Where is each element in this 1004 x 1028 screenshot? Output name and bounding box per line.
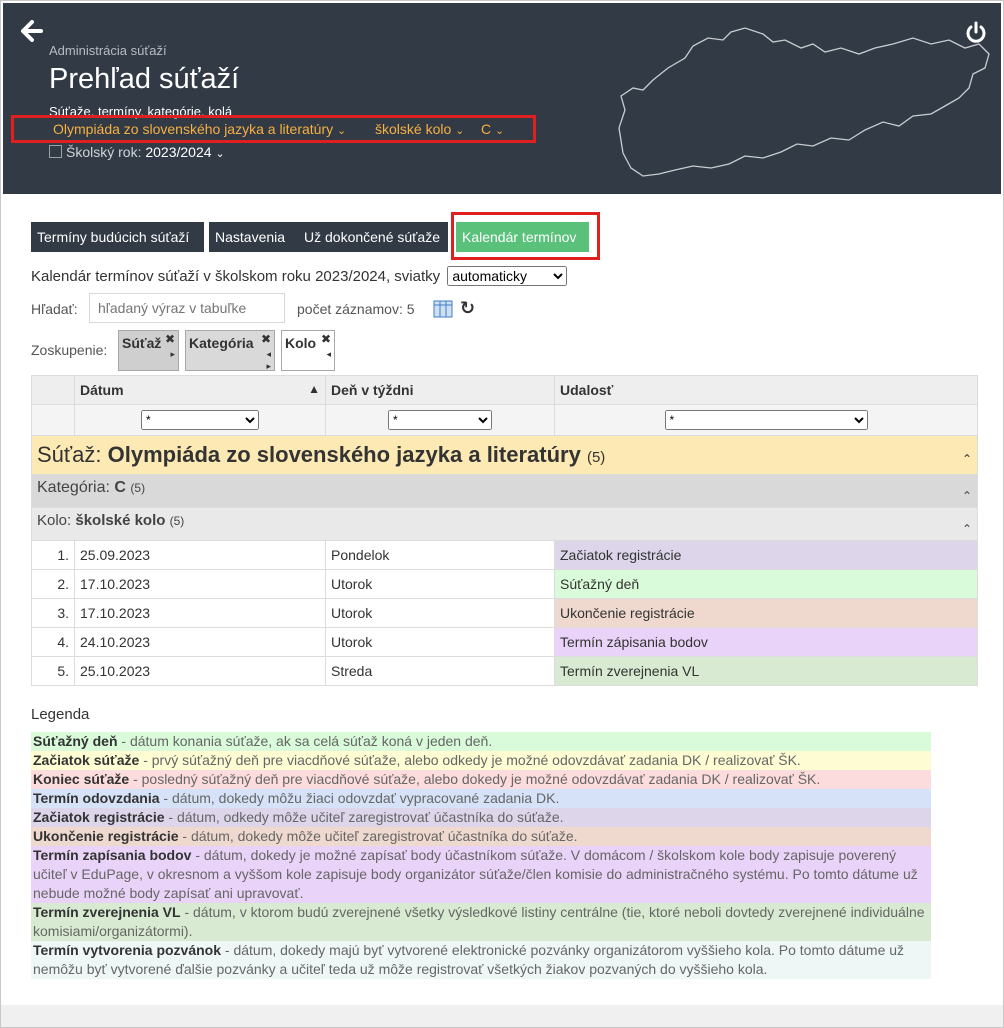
close-icon[interactable]: ✖ xyxy=(320,332,331,346)
legend-item xyxy=(31,846,931,903)
table-row[interactable] xyxy=(32,541,978,570)
arrow-left-icon[interactable]: ◂ xyxy=(326,349,331,359)
arrow-right-icon[interactable]: ▸ xyxy=(266,361,271,371)
close-icon[interactable]: ✖ xyxy=(164,332,175,346)
filter-cell xyxy=(326,405,555,436)
date-filter-select[interactable] xyxy=(141,410,259,430)
table-row[interactable] xyxy=(32,628,978,657)
event-cell: Ukončenie registrácie xyxy=(555,599,978,628)
table-row[interactable] xyxy=(32,599,978,628)
chip-label: Súťaž xyxy=(122,335,162,351)
tab-settings[interactable]: Nastavenia xyxy=(209,222,298,252)
date-cell: 24.10.2023 xyxy=(75,628,326,657)
row-number: 5. xyxy=(32,657,75,686)
close-icon[interactable]: ✖ xyxy=(260,332,271,346)
legend-item xyxy=(31,751,931,770)
weekday-filter-select[interactable] xyxy=(388,410,492,430)
legend-term: Začiatok registrácie xyxy=(33,809,165,825)
group-chip-category[interactable] xyxy=(185,330,275,371)
filter-cell xyxy=(75,405,326,436)
event-cell: Súťažný deň xyxy=(555,570,978,599)
table-header-row xyxy=(32,376,978,405)
weekday-cell: Utorok xyxy=(326,628,555,657)
breadcrumb: Administrácia súťaží xyxy=(49,43,167,58)
chip-label: Kategória xyxy=(189,335,254,351)
table-row[interactable] xyxy=(32,657,978,686)
legend-term: Koniec súťaže xyxy=(33,771,130,787)
group-row-category[interactable] xyxy=(32,475,978,508)
table-row[interactable] xyxy=(32,570,978,599)
date-cell: 25.09.2023 xyxy=(75,541,326,570)
legend-description: - dátum konania súťaže, ak sa celá súťaž koná v jeden deň. xyxy=(117,733,493,749)
legend-item xyxy=(31,827,931,846)
calendar-intro-text: Kalendár termínov súťaží v školskom roku 2023/2024, sviatky xyxy=(31,268,441,285)
filter-cell xyxy=(32,405,75,436)
group-chip-competition[interactable] xyxy=(118,330,179,371)
group-count: (5) xyxy=(586,449,606,466)
legend-description: - dátum, dokedy je možné zapísať body účastníkom súťaže. V domácom / školskom kole body zapisuje poverený učiteľ v EduPage, v okresnom a vyššom kole zapisuje body organizátor súťaže/člen komisie do administračného systému. Po tomto dátume už nebude možné body zapísať ani upravovať. xyxy=(33,847,918,901)
row-number: 4. xyxy=(32,628,75,657)
group-count: (5) xyxy=(169,514,185,528)
collapse-icon[interactable]: ⌃ xyxy=(961,452,972,466)
legend-term: Termín vytvorenia pozvánok xyxy=(33,942,222,958)
arrow-left-icon[interactable]: ◂ xyxy=(266,349,271,359)
group-value: C xyxy=(114,479,126,496)
round-selector[interactable]: školské kolo ⌄ xyxy=(375,121,465,137)
legend-description: - dátum, v ktorom budú zverejnené všetky výsledkové listiny centrálne (tie, ktoré neboli dovtedy zverejnené individuálne komisiami/organizátormi). xyxy=(33,904,925,939)
row-number: 2. xyxy=(32,570,75,599)
group-value: Olympiáda zo slovenského jazyka a literatúry xyxy=(107,442,581,467)
competition-selector[interactable]: Olympiáda zo slovenského jazyka a literatúry ⌄ xyxy=(53,121,347,137)
legend-description: - dátum, odkedy môže učiteľ zaregistrovať účastníka do súťaže. xyxy=(164,809,564,825)
holidays-select[interactable] xyxy=(447,266,567,286)
row-number: 3. xyxy=(32,599,75,628)
footer-strip xyxy=(1,1005,1003,1027)
legend-item xyxy=(31,789,931,808)
group-label: Kategória: xyxy=(37,479,110,496)
page-subtitle: Súťaže, termíny, kategórie, kolá xyxy=(49,104,233,119)
events-table xyxy=(31,375,978,686)
grouping-label: Zoskupenie: xyxy=(31,342,108,358)
tab-finished[interactable]: Už dokončené súťaže xyxy=(298,222,448,252)
legend-term: Termín odovzdania xyxy=(33,790,160,806)
legend-description: - prvý súťažný deň pre viacdňové súťaže, alebo odkedy je možné odovzdávať zadania DK / realizovať ŠK. xyxy=(139,752,801,768)
calendar-intro xyxy=(31,266,567,286)
chevron-down-icon: ⌄ xyxy=(337,125,347,137)
sort-up-icon: ▲ xyxy=(308,382,320,396)
chevron-down-icon: ⌄ xyxy=(215,148,225,160)
search-label: Hľadať: xyxy=(31,301,78,317)
legend-description: - dátum, dokedy môžu žiaci odovzdať vypracované zadania DK. xyxy=(159,790,560,806)
year-value: 2023/2024 xyxy=(145,144,212,160)
legend-term: Súťažný deň xyxy=(33,733,118,749)
collapse-icon[interactable]: ⌃ xyxy=(961,489,972,503)
legend-term: Ukončenie registrácie xyxy=(33,828,179,844)
search-input[interactable] xyxy=(89,293,285,323)
legend-item xyxy=(31,903,931,941)
weekday-cell: Utorok xyxy=(326,599,555,628)
tab-calendar[interactable]: Kalendár termínov xyxy=(456,222,589,252)
row-number: 1. xyxy=(32,541,75,570)
legend-description: - dátum, dokedy majú byť vytvorené elektronické pozvánky organizátorom vyššieho kola. Po tomto dátume už nemôžu byť vytvorené ďalšie pozvánky a učiteľ teda už môže registrovať všetkých žiakov pozvaných do vyššieho kola. xyxy=(33,942,905,977)
legend-description: - dátum, dokedy môže učiteľ zaregistrovať účastníka do súťaže. xyxy=(178,828,578,844)
refresh-icon[interactable]: ↻ xyxy=(460,298,476,318)
weekday-cell: Pondelok xyxy=(326,541,555,570)
year-label: Školský rok: xyxy=(66,144,142,160)
date-cell: 17.10.2023 xyxy=(75,570,326,599)
checkbox-icon xyxy=(49,145,62,158)
legend-description: - posledný súťažný deň pre viacdňové súťaže, alebo dokedy je možné odovzdávať zadania DK / realizovať ŠK. xyxy=(129,771,821,787)
category-selector[interactable]: C ⌄ xyxy=(481,121,505,137)
legend-term: Termín zapísania bodov xyxy=(33,847,192,863)
chevron-down-icon: ⌄ xyxy=(495,125,505,137)
header xyxy=(3,3,1001,194)
selector-highlight-box xyxy=(11,115,536,143)
legend-term: Začiatok súťaže xyxy=(33,752,140,768)
record-count: počet záznamov: 5 xyxy=(297,301,415,317)
row-number-header xyxy=(32,376,75,405)
date-cell: 17.10.2023 xyxy=(75,599,326,628)
arrow-right-icon[interactable]: ▸ xyxy=(170,349,175,359)
group-label: Kolo: xyxy=(37,512,72,529)
weekday-cell: Streda xyxy=(326,657,555,686)
column-header-date[interactable]: Dátum ▲ xyxy=(75,376,326,405)
group-label: Súťaž: xyxy=(37,442,102,467)
tab-upcoming[interactable]: Termíny budúcich súťaží xyxy=(31,222,204,252)
legend-term: Termín zverejnenia VL xyxy=(33,904,181,920)
weekday-cell: Utorok xyxy=(326,570,555,599)
event-cell: Termín zápisania bodov xyxy=(555,628,978,657)
event-cell: Termín zverejnenia VL xyxy=(555,657,978,686)
date-cell: 25.10.2023 xyxy=(75,657,326,686)
legend xyxy=(31,732,931,979)
group-chip-round[interactable] xyxy=(281,330,335,371)
back-arrow-icon[interactable] xyxy=(21,20,43,45)
chip-label: Kolo xyxy=(285,335,317,351)
legend-item xyxy=(31,770,931,789)
event-cell: Začiatok registrácie xyxy=(555,541,978,570)
legend-item xyxy=(31,941,931,979)
columns-icon[interactable] xyxy=(433,300,453,321)
event-filter-select[interactable] xyxy=(665,410,868,430)
chevron-down-icon: ⌄ xyxy=(455,125,465,137)
page-title: Prehľad súťaží xyxy=(49,63,240,95)
group-value: školské kolo xyxy=(75,512,166,529)
tab-highlight-box xyxy=(451,212,600,260)
group-row-round[interactable] xyxy=(32,508,978,541)
legend-item xyxy=(31,732,931,751)
filter-row xyxy=(32,405,978,436)
column-header-weekday[interactable]: Deň v týždni xyxy=(326,376,555,405)
slovakia-map-outline xyxy=(613,18,1003,196)
school-year-selector[interactable] xyxy=(49,144,225,160)
collapse-icon[interactable]: ⌃ xyxy=(961,522,972,536)
filter-cell xyxy=(555,405,978,436)
column-header-event[interactable]: Udalosť xyxy=(555,376,978,405)
legend-title: Legenda xyxy=(31,706,90,723)
legend-item xyxy=(31,808,931,827)
group-count: (5) xyxy=(130,481,146,495)
group-row-competition[interactable] xyxy=(32,436,978,475)
